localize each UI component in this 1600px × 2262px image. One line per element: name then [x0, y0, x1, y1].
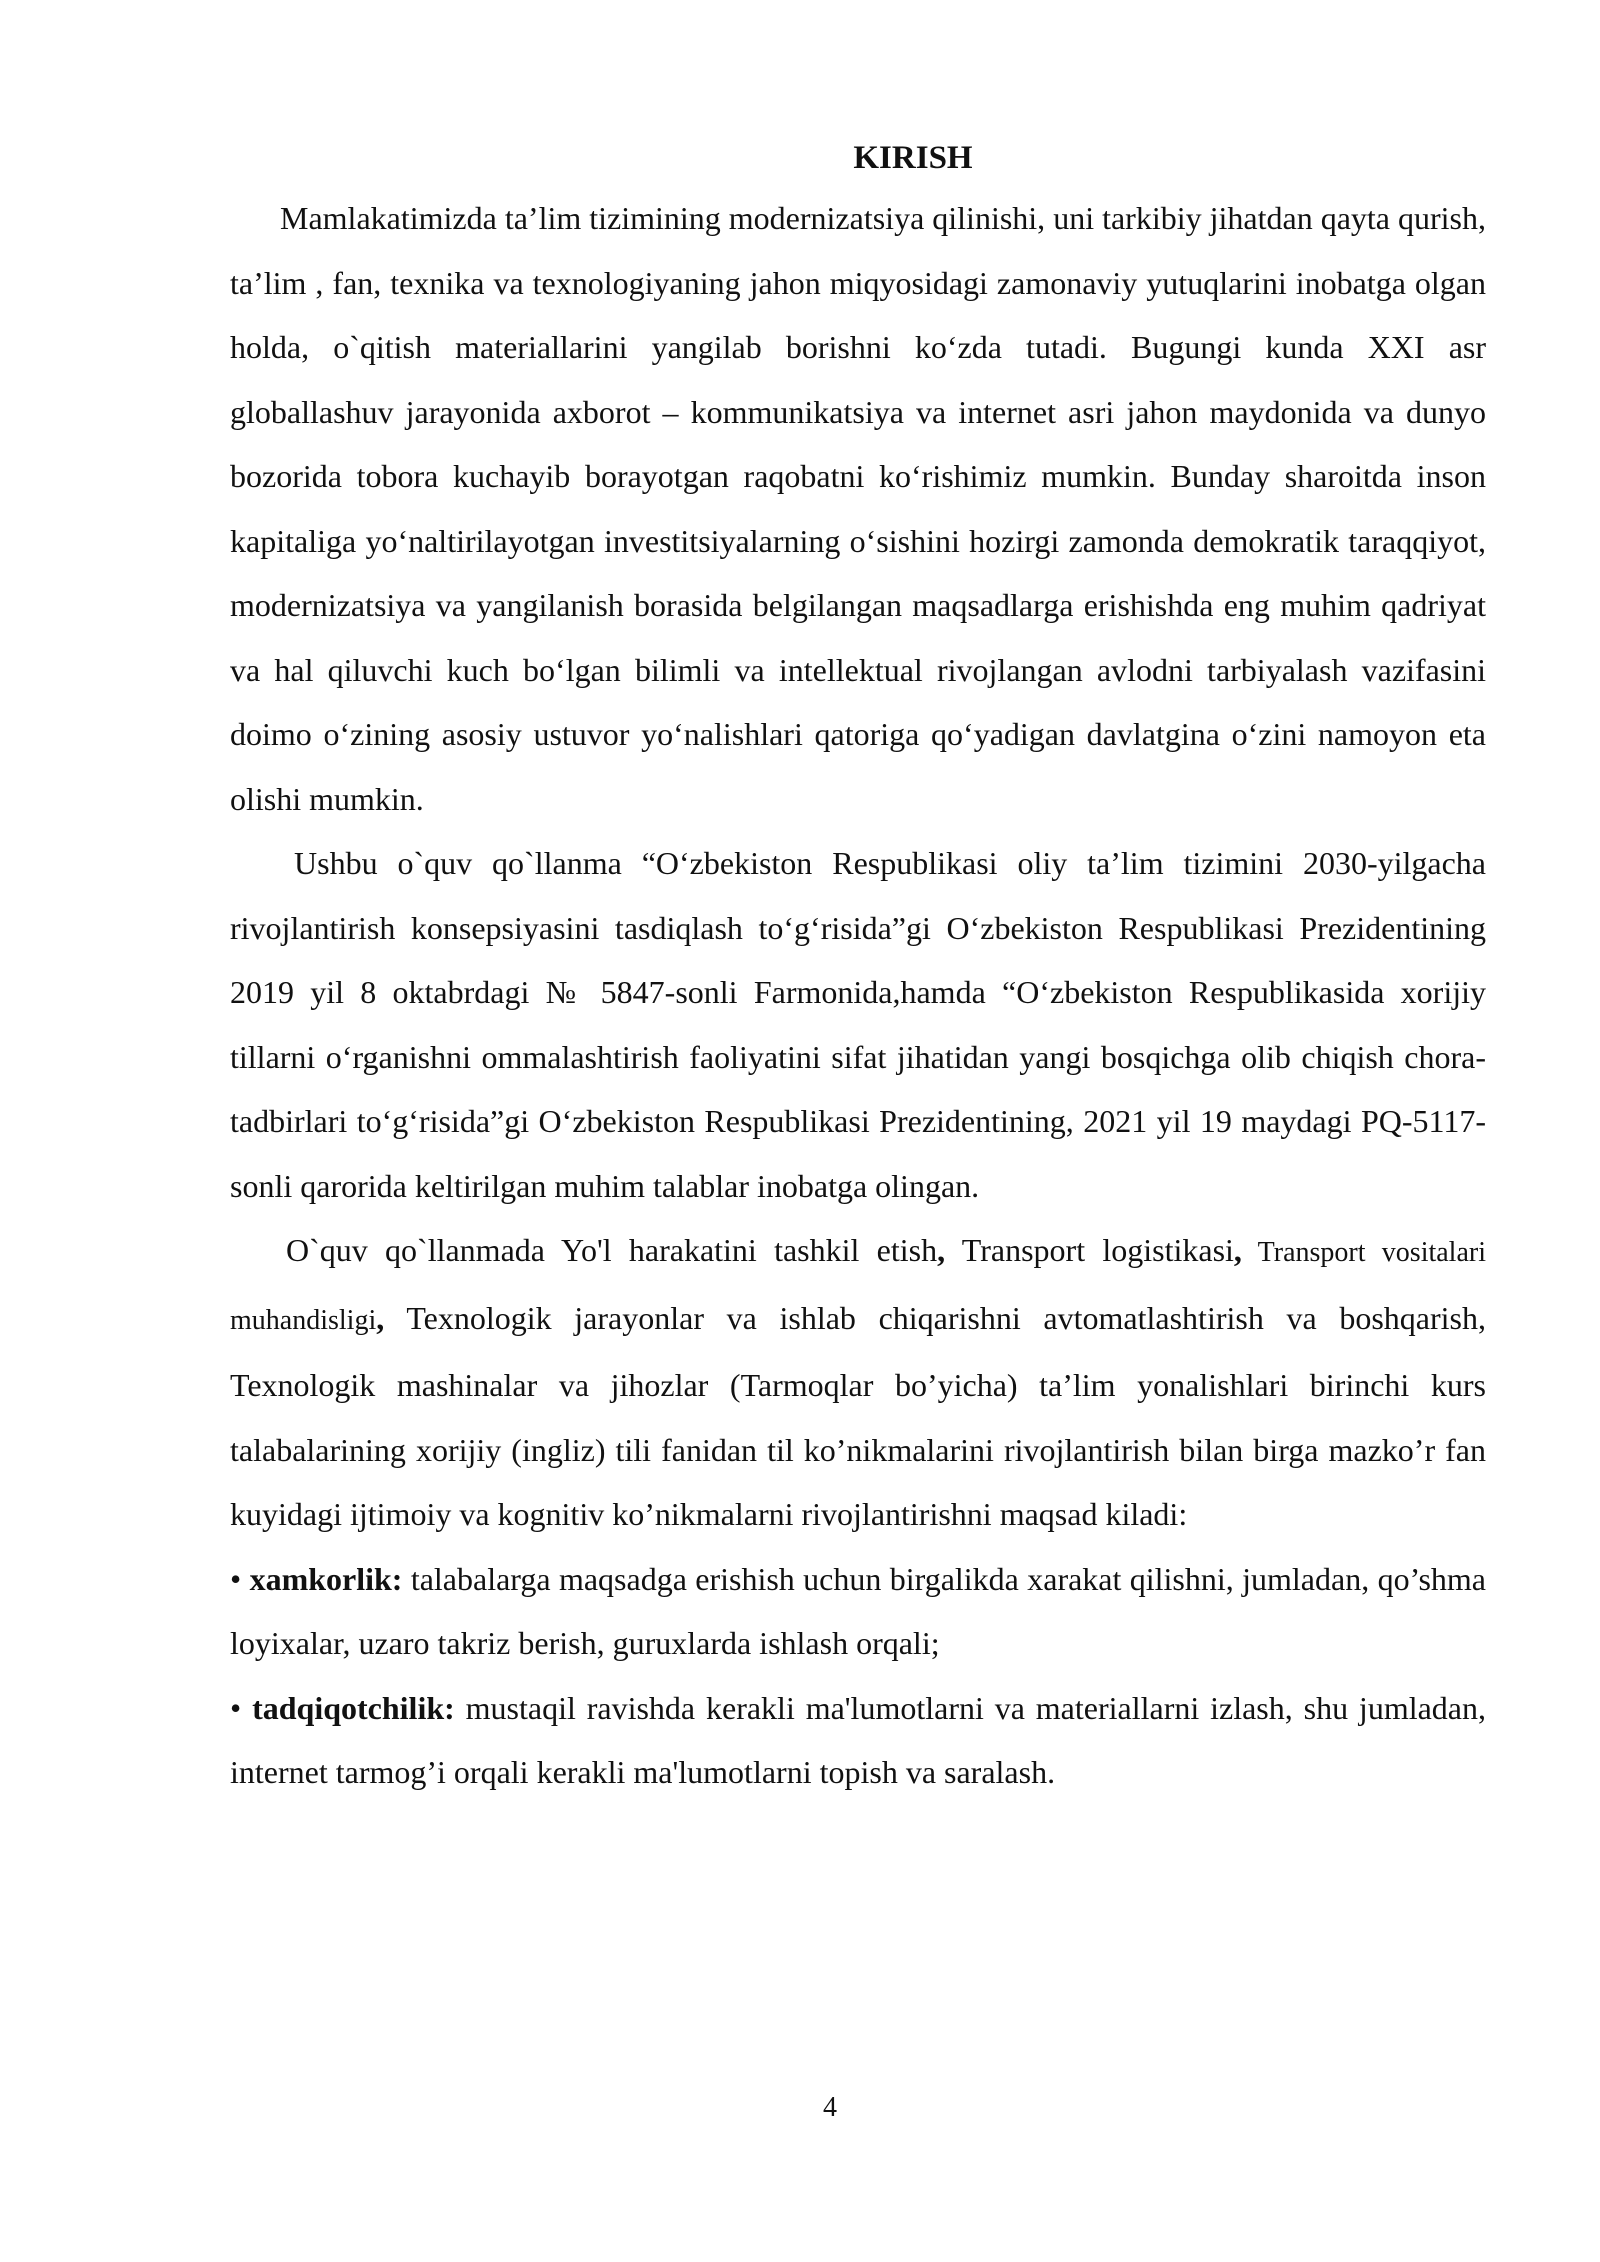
course-goals-comma-1: , — [937, 1232, 946, 1268]
course-goals-comma-3: , — [376, 1299, 385, 1336]
course-goals-rest: Texnologik jarayonlar va ishlab chiqarishni avtomatlashtirish va boshqarish, Texnologik mashinalar va jihozlar (Tarmoqlar bo’yicha) ta’lim yonalishlari birinchi kurs talabalarining xorijiy (ingliz) tili fanidan til ko’nikmalarini rivojlantirish bilan birga mazko’r fan kuyidagi ijtimoiy va kognitiv ko’nikmalarni rivojlantirishni maqsad kiladi: — [230, 1299, 1486, 1532]
page-number: 4 — [823, 2092, 837, 2123]
bullet-text: mustaqil ravishda kerakli ma'lumotlarni va materiallarni izlash, shu jumladan, internet tarmog’i orqali kerakli ma'lumotlarni topish va saralash. — [230, 1689, 1486, 1790]
course-goals-comma-2: , — [1233, 1232, 1242, 1268]
paragraph-course-goals — [230, 1218, 1486, 1547]
course-goals-small-text: Transport vositalari muhandisligi — [230, 1237, 1486, 1336]
paragraph-legal-basis: Ushbu o`quv qo`llanma “O‘zbekiston Respublikasi oliy ta’lim tizimini 2030-yilgacha rivojlantirish konsepsiyasini tasdiqlash to‘g‘risida”gi O‘zbekiston Respublikasi Prezidentining 2019 yil 8 oktabrdagi № 5847-sonli Farmonida,hamda “O‘zbekiston Respublikasida xorijiy tillarni o‘rganishni ommalashtirish faoliyatini sifat jihatidan yangi bosqichga olib chiqish chora-tadbirlari to‘g‘risida”gi O‘zbekiston Respublikasi Prezidentining, 2021 yil 19 maydagi PQ-5117-sonli qarorida keltirilgan muhim talablar inobatga olingan. — [230, 845, 1486, 1204]
paragraph-intro: Mamlakatimizda ta’lim tizimining modernizatsiya qilinishi, uni tarkibiy jihatdan qayta qurish, ta’lim , fan, texnika va texnologiyaning jahon miqyosidagi zamonaviy yutuqlarini inobatga olgan holda, o`qitish materiallarini yangilab borishni ko‘zda tutadi. Bugungi kunda XXI asr globallashuv jarayonida axborot – kommunikatsiya va internet asri jahon maydonida va dunyo bozorida tobora kuchayib borayotgan raqobatni ko‘rishimiz mumkin. Bunday sharoitda inson kapitaliga yo‘naltirilayotgan investitsiyalarning o‘sishini hozirgi zamonda demokratik taraqqiyot, modernizatsiya va yangilanish borasida belgilangan maqsadlarga erishishda eng muhim qadriyat va hal qiluvchi kuch bo‘lgan bilimli va intellektual rivojlangan avlodni tarbiyalash vazifasini doimo o‘zining asosiy ustuvor yo‘nalishlari qatoriga qo‘yadigan davlatgina o‘zini namoyon eta olishi mumkin. — [230, 200, 1486, 817]
bullet-term: tadqiqotchilik: — [252, 1689, 455, 1726]
bullet-marker: • — [230, 1560, 242, 1597]
bullet-text: talabalarga maqsadga erishish uchun birgalikda xarakat qilishni, jumladan, qo’shma loyixalar, uzaro takriz berish, guruxlarda ishlash orqali; — [230, 1560, 1486, 1661]
page-content — [230, 130, 1486, 1805]
bullet-term: xamkorlik: — [249, 1560, 403, 1597]
bullet-item-cooperation — [230, 1547, 1486, 1676]
bullet-item-research — [230, 1676, 1486, 1805]
bullet-marker: • — [230, 1689, 242, 1726]
course-goals-part-2: Transport logistikasi — [945, 1232, 1234, 1268]
course-goals-start: O`quv qo`llanmada Yo'l harakatini tashkil etish — [286, 1232, 938, 1268]
page-title: KIRISH — [853, 140, 973, 176]
